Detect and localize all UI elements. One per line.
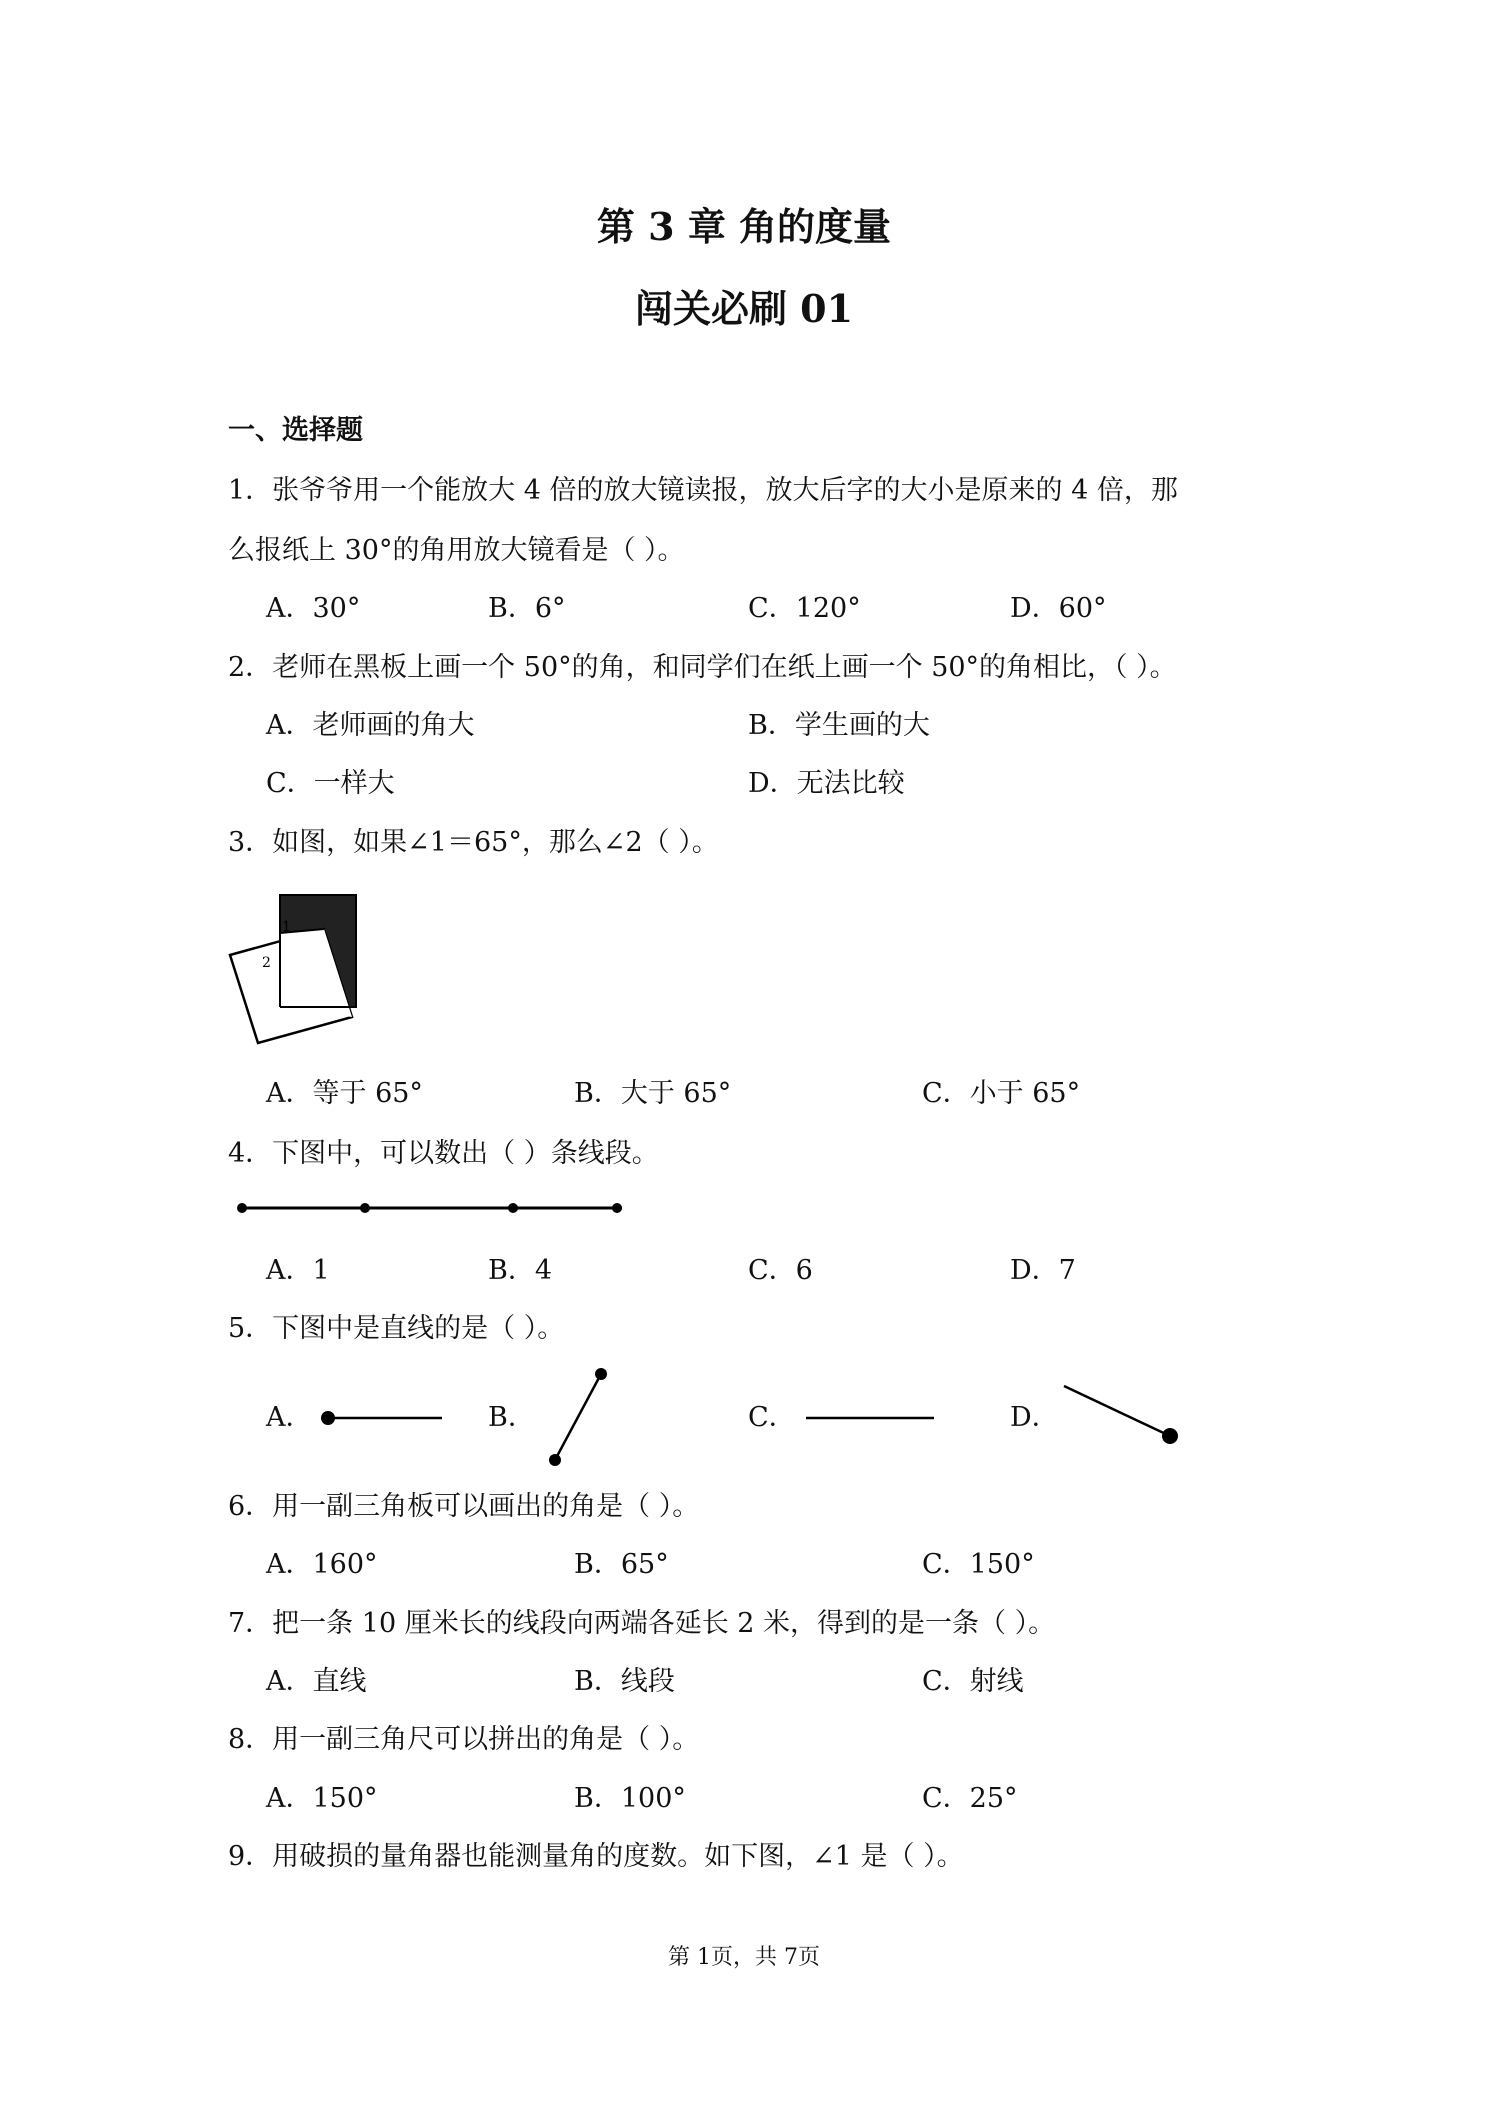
question-3-option-c[interactable]: C．小于 65°	[922, 1078, 1081, 1109]
question-2-line-1: 2．老师在黑板上画一个 50°的角，和同学们在纸上画一个 50°的角相比，（ ）。	[228, 652, 1177, 683]
question-8-option-c[interactable]: C．25°	[922, 1783, 1018, 1814]
point-4	[612, 1203, 622, 1213]
question-2-option-c[interactable]: C．一样大	[266, 768, 395, 799]
question-5-option-b[interactable]: B．	[488, 1402, 535, 1433]
question-1-option-d[interactable]: D．60°	[1010, 593, 1107, 624]
point-2	[360, 1203, 370, 1213]
question-7-option-b[interactable]: B．线段	[574, 1666, 675, 1697]
question-4-option-d[interactable]: D．7	[1010, 1255, 1076, 1286]
question-3-option-a[interactable]: A．等于 65°	[266, 1078, 423, 1109]
question-2-option-a[interactable]: A．老师画的角大	[266, 710, 475, 741]
question-1-option-a[interactable]: A．30°	[266, 593, 361, 624]
question-1-option-c[interactable]: C．120°	[748, 593, 861, 624]
question-4-option-c[interactable]: C．6	[748, 1255, 813, 1286]
question-6-option-a[interactable]: A．160°	[266, 1549, 378, 1580]
option-a-ray-figure	[318, 1408, 448, 1428]
question-2-option-d[interactable]: D．无法比较	[748, 768, 905, 799]
question-1-line-1: 1．张爷爷用一个能放大 4 倍的放大镜读报，放大后字的大小是原来的 4 倍，那	[228, 475, 1178, 506]
question-8-option-a[interactable]: A．150°	[266, 1783, 378, 1814]
page-title: 第 3 章 角的度量	[596, 204, 892, 249]
question-4-option-a[interactable]: A．1	[266, 1255, 330, 1286]
question-5-line-1: 5．下图中是直线的是（ ）。	[228, 1313, 565, 1344]
page-footer: 第 1页，共 7页	[668, 1945, 820, 1970]
question-5-option-d[interactable]: D．	[1010, 1402, 1059, 1433]
question-3-option-b[interactable]: B．大于 65°	[574, 1078, 732, 1109]
question-9-line-1: 9．用破损的量角器也能测量角的度数。如下图，∠1 是（ ）。	[228, 1841, 964, 1872]
question-4-option-b[interactable]: B．4	[488, 1255, 553, 1286]
point-3	[508, 1203, 518, 1213]
option-c-line-figure	[802, 1408, 942, 1428]
question-1-line-2: 么报纸上 30°的角用放大镜看是（ ）。	[228, 535, 685, 566]
section-heading: 一、选择题	[228, 415, 363, 446]
option-d-ray-figure	[1060, 1378, 1190, 1448]
question-2-option-b[interactable]: B．学生画的大	[748, 710, 930, 741]
question-7-option-a[interactable]: A．直线	[266, 1666, 367, 1697]
question-3-line-1: 3．如图，如果∠1＝65°，那么∠2（ ）。	[228, 827, 719, 858]
question-7-line-1: 7．把一条 10 厘米长的线段向两端各延长 2 米，得到的是一条（ ）。	[228, 1608, 1056, 1639]
option-b-segment-figure	[540, 1362, 620, 1472]
question-4-figure	[230, 1196, 630, 1220]
angle-1-label: 1	[282, 919, 291, 935]
question-6-option-c[interactable]: C．150°	[922, 1549, 1035, 1580]
question-8-option-b[interactable]: B．100°	[574, 1783, 686, 1814]
question-1-option-b[interactable]: B．6°	[488, 593, 566, 624]
question-8-line-1: 8．用一副三角尺可以拼出的角是（ ）。	[228, 1724, 700, 1755]
question-7-option-c[interactable]: C．射线	[922, 1666, 1024, 1697]
question-5-option-c[interactable]: C．	[748, 1402, 796, 1433]
angle-2-label: 2	[262, 955, 271, 971]
question-6-line-1: 6．用一副三角板可以画出的角是（ ）。	[228, 1491, 700, 1522]
question-6-option-b[interactable]: B．65°	[574, 1549, 669, 1580]
point-1	[237, 1203, 247, 1213]
question-5-option-a[interactable]: A．	[266, 1402, 313, 1433]
page-subtitle: 闯关必刷 01	[634, 286, 854, 331]
question-4-line-1: 4．下图中，可以数出（ ）条线段。	[228, 1138, 659, 1169]
question-3-figure	[220, 885, 380, 1045]
